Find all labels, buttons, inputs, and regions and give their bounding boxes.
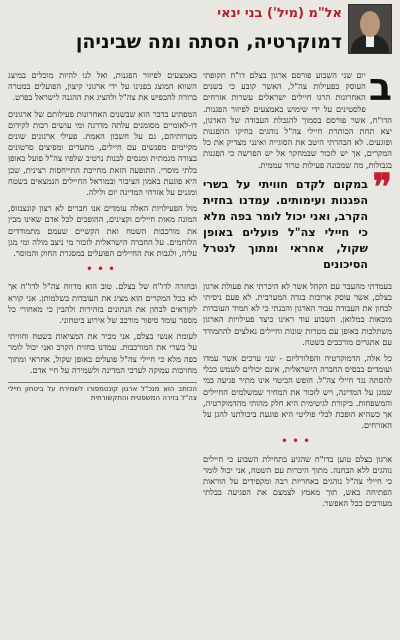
left-paragraph-1: באמצעים לפיזור הפגנות, ואל לנו להיות מוכלים במיצג השווא המוצג בפנינו על ידי ארגוני קיצון, הפועלים במטרה ברורה להכפיש את צה"ל ולהציג את ההגנה לישראל בפרט.: [8, 70, 197, 103]
author-portrait: [348, 4, 392, 54]
pull-quote-text: במקום לקדם חוויתי על בשרי הפגנות ועימותים. עמדנו בחזית הקרב, ואני יכול לומר בפה מלא כי חיילי צה"ל פועלים באופן שקול, אחראי ומתוך לנטרל הסיכונים: [203, 177, 368, 271]
left-paragraph-3: מול הפעילויות האלה עומדים אנו חברים לא רצון קונצנזוס, המונה מאות חיילים וקצינים, ההופכים לכל אדם שאינו מבין את מורכבות השטח ואת הקשיים שעמם מתמודדים הלוחמים. על החברה הישראלית לזכור מי ניצב מולה ומי מגן עליה, ולגבות את החיילים הפועלים במסגרת החוק והמוסר.: [8, 203, 197, 259]
article-headline: דמוקרטיה, הסתה ומה שביניהן: [75, 31, 342, 53]
section-separator: •••: [280, 434, 315, 449]
pull-quote: [203, 165, 392, 273]
right-paragraph-4: ארגון בצלם טוען בדו"ח שהגיע בתחילת השבוע כי חיילים נוהגים ללא הבחנה. מתוך היכרות עם השטח, אני יכול לומר כי חיילי צה"ל נוהגים באחריות רבה ומקפידים על הוראות הפתיחה באש, תוך מאמץ לצמצם את הפגיעה בבלתי מעורבים ככל האפשר.: [203, 453, 392, 509]
article-columns: [8, 65, 392, 515]
drop-cap: ב: [368, 65, 392, 109]
author-byline: אל"מ (מיל') בני ינאי: [217, 6, 342, 21]
right-paragraph-3: כל אלה, הדמוקרטיה והפלורליזם - שני ערכים אשר עמדו ועומדים בבסיס החברה הישראלית, אינם יכולים לשמש ככלי להסתה נגד חיילי צה"ל. חופש הביטוי אינו מתיר פגיעה במי שמגן על המדינה, ויש לזכור את המחיר שמשלמים החיילים והמשפחות. ביקורת לגיטימית היא חלק מהותי מהדמוקרטיה, אך כשהיא הופכת לכלי פוליטי היא פוגעת ביכולתנו להגן על האזרחים.: [203, 353, 392, 431]
portrait-face: [360, 11, 380, 37]
left-paragraph-5: לעומת אנשי בצלם, אני מכיר את המציאות בשטח וחוויתי על בשרי את המורכבות. עמדנו בחזית הקרב ואני יכול לומר בפה מלא כי חיילי צה"ל פועלים באופן שקול, אחראי ומתוך מחויבות עמוקה לערכי המדינה ולשמירה על חיי אדם.: [8, 331, 197, 375]
right-column: [203, 65, 392, 515]
section-separator-2: •••: [85, 262, 120, 277]
author-footnote: הכותב הוא מנכ"ל ארגון קונטמפורו לשמירת על ביטחון חיילי צה"ל בזירה המשפטית והתקשורתית: [8, 382, 197, 403]
article-titles: [8, 4, 348, 55]
article-header: [8, 4, 392, 68]
left-paragraph-2: המפתיע בדבר הוא שבשנים האחרונות פעילותם של ארגונים דו-לאומיים מסומנים עלתה מדרגה ומי עושים רבות לקידום מטרותיהם, גם על חשבון האמת. פעילי ארגונים שונים מקיימים מפגשים עם חיילים, מתעדים ומפיצים סרטונים בצורה מגמתית ומנסים לבנות נרטיב שלפיו צה"ל פועל באופן בלתי מוסרי. התופעה הזאת מחייבת התייחסות רצינית, שכן היא פוגעת באמון הציבור ובמוראל החיילים הנמצאים בשטח ומגנים על אזרחי המדינה יום ולילה.: [8, 108, 197, 198]
quote-mark-icon: ❞: [372, 165, 392, 208]
right-paragraph-1: ב יום שני השבוע פורסם ארגון בצלם דו"ח תקופתי העוסק בפעילות צה"ל, האשר קובע כי בשנים האחרונות הרגו חיילים ישראלים עשרות אזרחים פלסטינים על ידי שימוש באמצעים לפיזור הפגנות. הדו"ח, אשר פורסם בסמוך להגבלת העבודה של הארגון, יצא תחת הכותרת חיילי צה"ל נוהגים בחיקו ההפגנות ופוגעים. לא הבהרתי היטב את הסוגייה ואינני מצדיק את כל המקרים, אך יש לזכור שבמחקר אל יש הפרשה כי הפגנות בגבולות, מה שמכונה פעילות טרור עממית.: [203, 65, 392, 170]
right-paragraph-2: בעמדתי מהעבר עם הקהל אשר לא היכרתי את פעולת ארגון בצלם, אשר עוסק ארוכות בגדה המערבית. לא פעם ניסיתי לבחון את העבודה עבור הארגון והבנתי כי לא תמיד העובדות מובאות במלואן. השבוע עוד ראינו כיצד פעילויות הארגון משתלבות באופן עם מטרות שונות וחיילים נאלצים להתמודד עם אתגרים מורכבים בשטח.: [203, 280, 392, 347]
left-paragraph-4: ובחזרה לדו"ח של בצלם. טוב הוא מדווח צה"ל לדו"ח אך לא בכל המקרים הוא מציג את העובדות בשלמותן. אני קורא לקוראים לבחון את הנתונים בזהירות ולהבין כי מאחורי כל מספר עומד סיפור מורכב של אירוע ביטחוני.: [8, 281, 197, 326]
left-column: [8, 70, 197, 515]
